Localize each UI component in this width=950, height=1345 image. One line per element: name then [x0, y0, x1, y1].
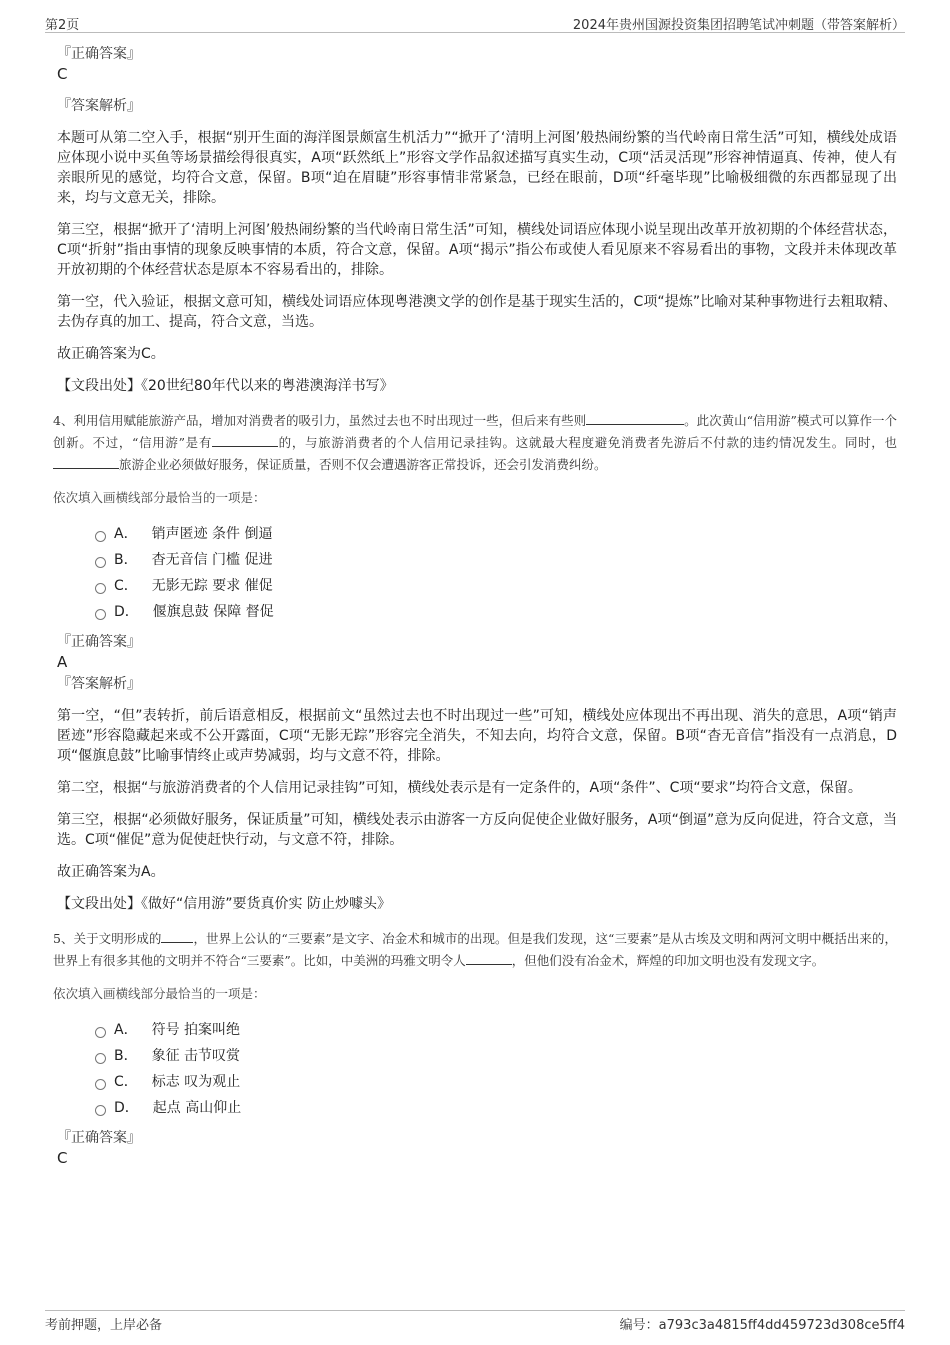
option-b[interactable]: B． 杳无音信 门槛 促进 — [95, 546, 897, 572]
radio-icon[interactable] — [95, 1105, 106, 1116]
q4-analysis-conclusion: 故正确答案为A。 — [57, 864, 165, 880]
q3-analysis-paragraph: 第三空，根据“掀开了‘清明上河图’般热闹纷繁的当代岭南日常生活”可知，横线处词语应体现小说呈现出改革开放初期的个体经营状态，C项“折射”指由事情的现象反映事情的本质，符合文意，保留。A项“揭示”指公布或使人看见原来不容易看出的事物，文段并未体现改革开放初期的个体经营状态是原本不容易看出的，排除。 — [57, 222, 897, 278]
correct-answer-label: 『正确答案』 — [57, 1130, 141, 1146]
q4-question: 4、利用信用赋能旅游产品，增加对消费者的吸引力，虽然过去也不时出现过一些，但后来有些则 。此次黄山“信用游”模式可以算作一个创新。不过，“信用游”是有 的，与旅游消费者的个人信用记录挂钩。这就最大程度避免消费者先游后不付款的违约情况发生。同时，也旅游企业必须做好服务，保证质量，否则不仅会遭遇游客正常投诉，还会引发消费纠纷。 — [53, 410, 897, 476]
q5-answer: C — [57, 1149, 68, 1167]
radio-icon[interactable] — [95, 1053, 106, 1064]
footer-slogan: 考前押题，上岸必备 — [45, 1318, 163, 1333]
radio-icon[interactable] — [95, 531, 106, 542]
q4-options — [95, 520, 897, 624]
blank-line — [53, 454, 119, 469]
q5-instruction: 依次填入画横线部分最恰当的一项是： — [53, 986, 266, 1001]
blank-line — [212, 432, 278, 447]
document-title: 2024年贵州国源投资集团招聘笔试冲刺题（带答案解析） — [572, 18, 905, 33]
document-id: 编号：a793c3a4815ff4dd459723d308ce5ff4 — [619, 1318, 905, 1333]
q5-question: 5、关于文明形成的 ，世界上公认的“三要素”是文字、冶金术和城市的出现。但是我们发现，这“三要素”是从古埃及文明和两河文明中概括出来的，世界上有很多其他的文明并不符合“三要素”。比如，中美洲的玛雅文明令人 ，但他们没有冶金术，辉煌的印加文明也没有发现文字。 — [53, 928, 897, 972]
q3-analysis-paragraph: 本题可从第二空入手，根据“别开生面的海洋图景颇富生机活力”“掀开了‘清明上河图’般热闹纷繁的当代岭南日常生活”可知，横线处成语应体现小说中买鱼等场景描绘得很真实，A项“跃然纸上”形容文学作品叙述描写真实生动，C项“活灵活现”形容神情逼真、传神，使人有亲眼所见的感觉，均符合文意，保留。B项“迫在眉睫”形容事情非常紧急，已经在眼前，D项“纤毫毕现”比喻极细微的东西都显现了出来，均与文意无关，排除。 — [57, 130, 897, 206]
option-c[interactable]: C． 标志 叹为观止 — [95, 1068, 897, 1094]
q3-analysis-conclusion: 故正确答案为C。 — [57, 346, 165, 362]
q5-options — [95, 1016, 897, 1120]
blank-line — [466, 950, 512, 965]
page-footer — [45, 1310, 905, 1333]
document-body — [53, 44, 897, 1180]
q4-instruction: 依次填入画横线部分最恰当的一项是： — [53, 490, 266, 505]
radio-icon[interactable] — [95, 1027, 106, 1038]
blank-line — [161, 928, 193, 943]
q4-analysis-paragraph: 第三空，根据“必须做好服务，保证质量”可知，横线处表示由游客一方反向促使企业做好服务，A项“倒逼”意为反向促进，符合文意，当选。C项“催促”意为促使赶快行动，与文意不符，排除。 — [57, 812, 897, 848]
option-b[interactable]: B． 象征 击节叹赏 — [95, 1042, 897, 1068]
q4-analysis-paragraph: 第二空，根据“与旅游消费者的个人信用记录挂钩”可知，横线处表示是有一定条件的，A项“条件”、C项“要求”均符合文意，保留。 — [57, 780, 862, 796]
analysis-label: 『答案解析』 — [57, 98, 141, 114]
correct-answer-label: 『正确答案』 — [57, 634, 141, 650]
correct-answer-label: 『正确答案』 — [57, 46, 141, 62]
radio-icon[interactable] — [95, 1079, 106, 1090]
option-a[interactable]: A． 销声匿迹 条件 倒逼 — [95, 520, 897, 546]
q4-analysis-paragraph: 第一空，“但”表转折，前后语意相反，根据前文“虽然过去也不时出现过一些”可知，横线处应体现出不再出现、消失的意思，A项“销声匿迹”形容隐藏起来或不公开露面，C项“无影无踪”形容完全消失，不知去向，均符合文意，保留。B项“杳无音信”指没有一点消息，D项“偃旗息鼓”比喻事情终止或声势减弱，均与文意不符，排除。 — [57, 708, 897, 764]
page-header — [45, 12, 905, 33]
option-a[interactable]: A． 符号 拍案叫绝 — [95, 1016, 897, 1042]
q3-source: 【文段出处】《20世纪80年代以来的粤港澳海洋书写》 — [57, 378, 394, 394]
q3-answer: C — [57, 65, 68, 83]
q3-analysis-paragraph: 第一空，代入验证，根据文意可知，横线处词语应体现粤港澳文学的创作是基于现实生活的，C项“提炼”比喻对某种事物进行去粗取精、去伪存真的加工、提高，符合文意，当选。 — [57, 294, 897, 330]
q4-source: 【文段出处】《做好“信用游”要货真价实 防止炒噱头》 — [57, 896, 391, 912]
option-d[interactable]: D． 偃旗息鼓 保障 督促 — [95, 598, 897, 624]
analysis-label: 『答案解析』 — [57, 676, 141, 692]
page-number: 第2页 — [45, 18, 80, 33]
blank-line — [586, 410, 684, 425]
radio-icon[interactable] — [95, 583, 106, 594]
radio-icon[interactable] — [95, 557, 106, 568]
radio-icon[interactable] — [95, 609, 106, 620]
option-d[interactable]: D． 起点 高山仰止 — [95, 1094, 897, 1120]
q4-answer: A — [57, 653, 68, 671]
option-c[interactable]: C． 无影无踪 要求 催促 — [95, 572, 897, 598]
